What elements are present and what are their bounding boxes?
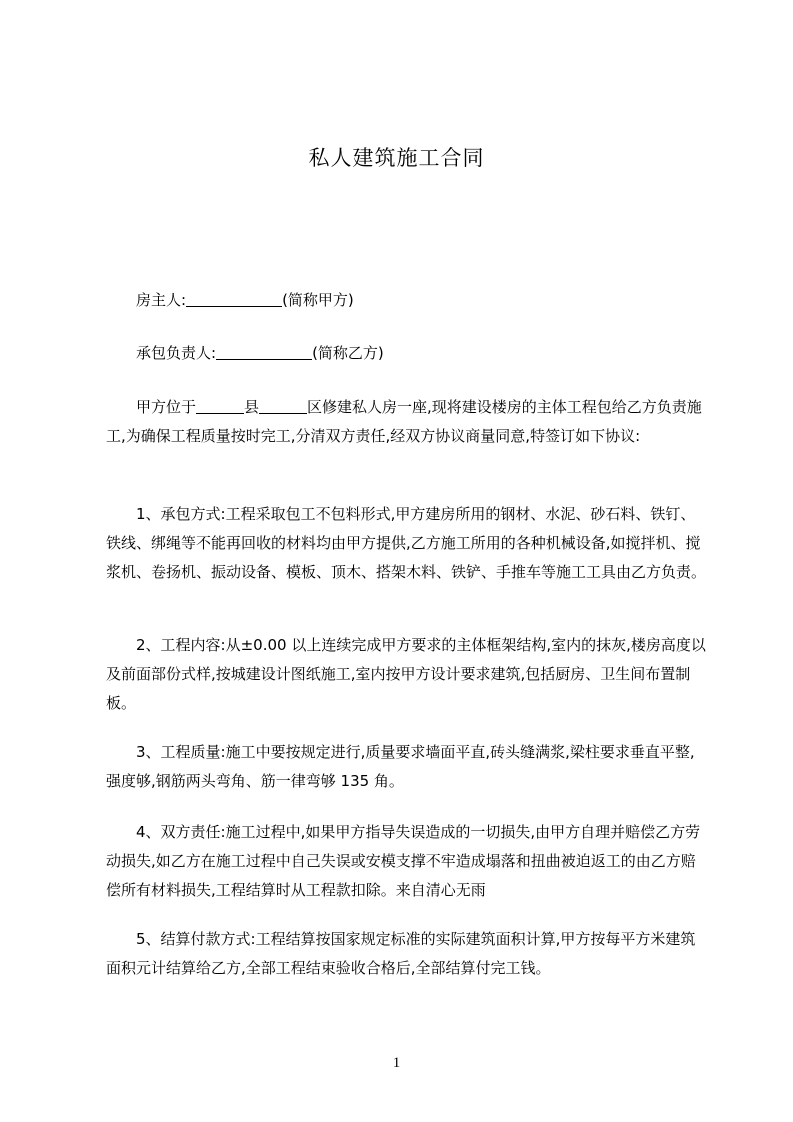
page-number: 1: [392, 1055, 401, 1071]
owner-line: [106, 286, 736, 315]
contractor-blank: [216, 344, 312, 360]
intro-text-1: 甲方位于: [136, 398, 197, 416]
clause-3: 3、工程质量:施工中要按规定进行,质量要求墙面平直,砖头缝满浆,梁柱要求垂直平整,强度够,钢筋两头弯角、筋一律弯够 135 角。: [106, 743, 695, 790]
clause-4: 4、双方责任:施工过程中,如果甲方指导失误造成的一切损失,由甲方自理并赔偿乙方劳动损失,如乙方在施工过程中自己失误或安模支撑不牢造成塌落和扭曲被迫返工的由乙方赔偿所有材料损失,工程结算时从工程款扣除。来自清心无雨: [106, 823, 701, 899]
contractor-suffix: (简称乙方): [312, 344, 384, 362]
owner-suffix: (简称甲方): [282, 291, 354, 309]
intro-text-3: 区修建私人房一座,现将建设楼房的主体工程包给乙方负责施工,为确保工程质量按时完工,分清双方责任,经双方协议商量同意,特签订如下协议:: [106, 398, 702, 445]
owner-label: 房主人:: [136, 291, 187, 309]
owner-blank: [186, 291, 282, 307]
contractor-line: [106, 339, 736, 368]
clause-2: 2、工程内容:从±0.00 以上连续完成甲方要求的主体框架结构,室内的抹灰,楼房高度以及前面部份式样,按城建设计图纸施工,室内按甲方设计要求建筑,包括厨房、卫生间布置制板。: [106, 636, 706, 712]
intro-text-2: 县: [244, 398, 260, 416]
contractor-label: 承包负责人:: [136, 344, 217, 362]
county-blank: [196, 398, 244, 414]
clause-5: 5、结算付款方式:工程结算按国家规定标准的实际建筑面积计算,甲方按每平方米建筑面积元计结算给乙方,全部工程结束验收合格后,全部结算付完工钱。: [106, 930, 696, 977]
page-title: 私人建筑施工合同: [308, 146, 485, 170]
intro-paragraph: [106, 393, 706, 451]
district-blank: [259, 398, 307, 414]
clause-1: 1、承包方式:工程采取包工不包料形式,甲方建房所用的钢材、水泥、砂石料、铁钉、铁线、绑绳等不能再回收的材料均由甲方提供,乙方施工所用的各种机械设备,如搅拌机、搅浆机、卷扬机、振动设备、模板、顶木、搭架木料、铁铲、手推车等施工工具由乙方负责。: [106, 505, 707, 581]
